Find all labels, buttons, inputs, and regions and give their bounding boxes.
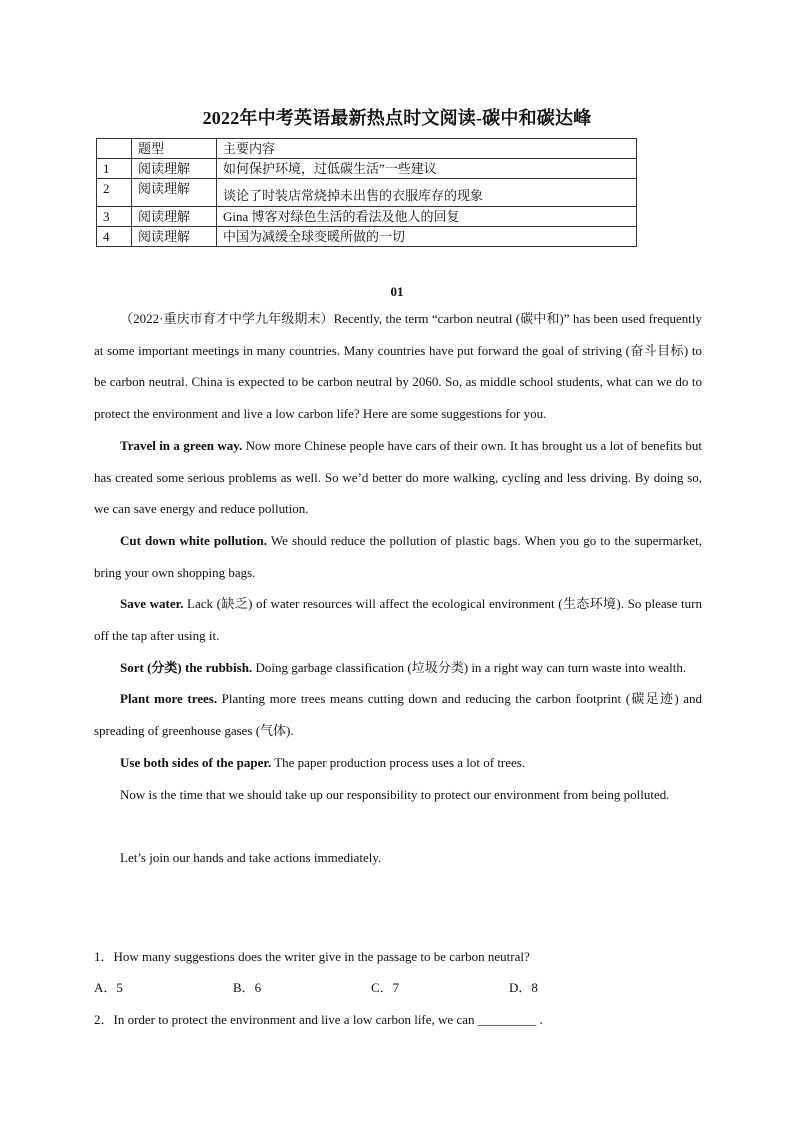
table-header-row	[97, 139, 637, 159]
tip-heading: Use both sides of the paper.	[120, 754, 272, 770]
page-title: 2022年中考英语最新热点时文阅读-碳中和碳达峰	[202, 108, 592, 128]
closing-paragraph: Now is the time that we should take up our responsibility to protect our environment from being polluted.	[120, 786, 670, 802]
tip-body: Planting more trees means cutting down and reducing the carbon footprint (碳足迹) and spreading of greenhouse gases (气体).	[94, 691, 702, 739]
tip-paragraph	[94, 747, 702, 779]
tip-paragraph	[94, 683, 702, 746]
header-cell-type: 题型	[132, 139, 217, 159]
contents-table	[96, 138, 637, 247]
row-number: 4	[97, 227, 132, 247]
question-1-text: 1．How many suggestions does the writer give in the passage to be carbon neutral?	[94, 949, 530, 964]
row-type: 阅读理解	[132, 207, 217, 227]
tip-body: Doing garbage classification (垃圾分类) in a right way can turn waste into wealth.	[252, 659, 687, 675]
tip-paragraph	[94, 430, 702, 525]
reading-passage	[94, 303, 702, 874]
row-content: Gina 博客对绿色生活的看法及他人的回复	[217, 207, 637, 227]
tip-heading: Sort (分类) the rubbish.	[120, 659, 253, 675]
table-row	[97, 207, 637, 227]
row-content: 如何保护环境，过低碳生活”一些建议	[217, 159, 637, 179]
tip-heading: Travel in a green way.	[120, 437, 243, 453]
tip-heading: Save water.	[120, 596, 184, 612]
table-row	[97, 179, 637, 207]
tip-body: Now more Chinese people have cars of their own. It has brought us a lot of benefits but has created some serious problems as well. So we’d better do more walking, cycling and less driving. By doing so, we can save energy and reduce pollution.	[94, 437, 702, 517]
question-1-option-a: A．5	[94, 980, 123, 995]
question-1-option-c: C．7	[371, 980, 400, 995]
closing-paragraph: Let’s join our hands and take actions immediately.	[120, 850, 382, 866]
question-1-option-b: B．6	[233, 980, 262, 995]
tip-heading: Plant more trees.	[120, 691, 218, 707]
tip-paragraph	[94, 652, 702, 684]
tip-body: The paper production process uses a lot of trees.	[271, 754, 526, 770]
table-row	[97, 159, 637, 179]
header-cell-content: 主要内容	[217, 139, 637, 159]
row-number: 2	[97, 179, 132, 207]
question-1-option-d: D．8	[509, 980, 538, 995]
tip-heading: Cut down white pollution.	[120, 532, 268, 548]
row-number: 3	[97, 207, 132, 227]
row-content: 谈论了时装店常烧掉未出售的衣服库存的现象	[217, 179, 637, 207]
question-2-text: 2．In order to protect the environment and live a low carbon life, we can _________ .	[94, 1012, 543, 1027]
row-type: 阅读理解	[132, 227, 217, 247]
row-type: 阅读理解	[132, 159, 217, 179]
tip-body: Lack (缺乏) of water resources will affect the ecological environment (生态环境). So please turn off the tap after using it.	[94, 596, 702, 644]
row-content: 中国为减缓全球变暖所做的一切	[217, 227, 637, 247]
tip-body: We should reduce the pollution of plastic bags. When you go to the supermarket, bring your own shopping bags.	[94, 532, 703, 580]
header-cell-number	[97, 139, 132, 159]
tip-paragraph	[94, 525, 702, 588]
table-row	[97, 227, 637, 247]
section-number: 01	[390, 284, 404, 299]
tip-paragraph	[94, 588, 702, 651]
row-number: 1	[97, 159, 132, 179]
row-type: 阅读理解	[132, 179, 217, 207]
intro-paragraph: （2022·重庆市育才中学九年级期末）Recently, the term “carbon neutral (碳中和)” has been used frequently at some important meetings in many countries. Many countries have put forward the goal of striving (奋斗目标) to be carbon neutral. China is expected to be carbon neutral by 2060. So, as middle school students, what can we do to protect the environment and live a low carbon life? Here are some suggestions for you.	[94, 311, 702, 422]
